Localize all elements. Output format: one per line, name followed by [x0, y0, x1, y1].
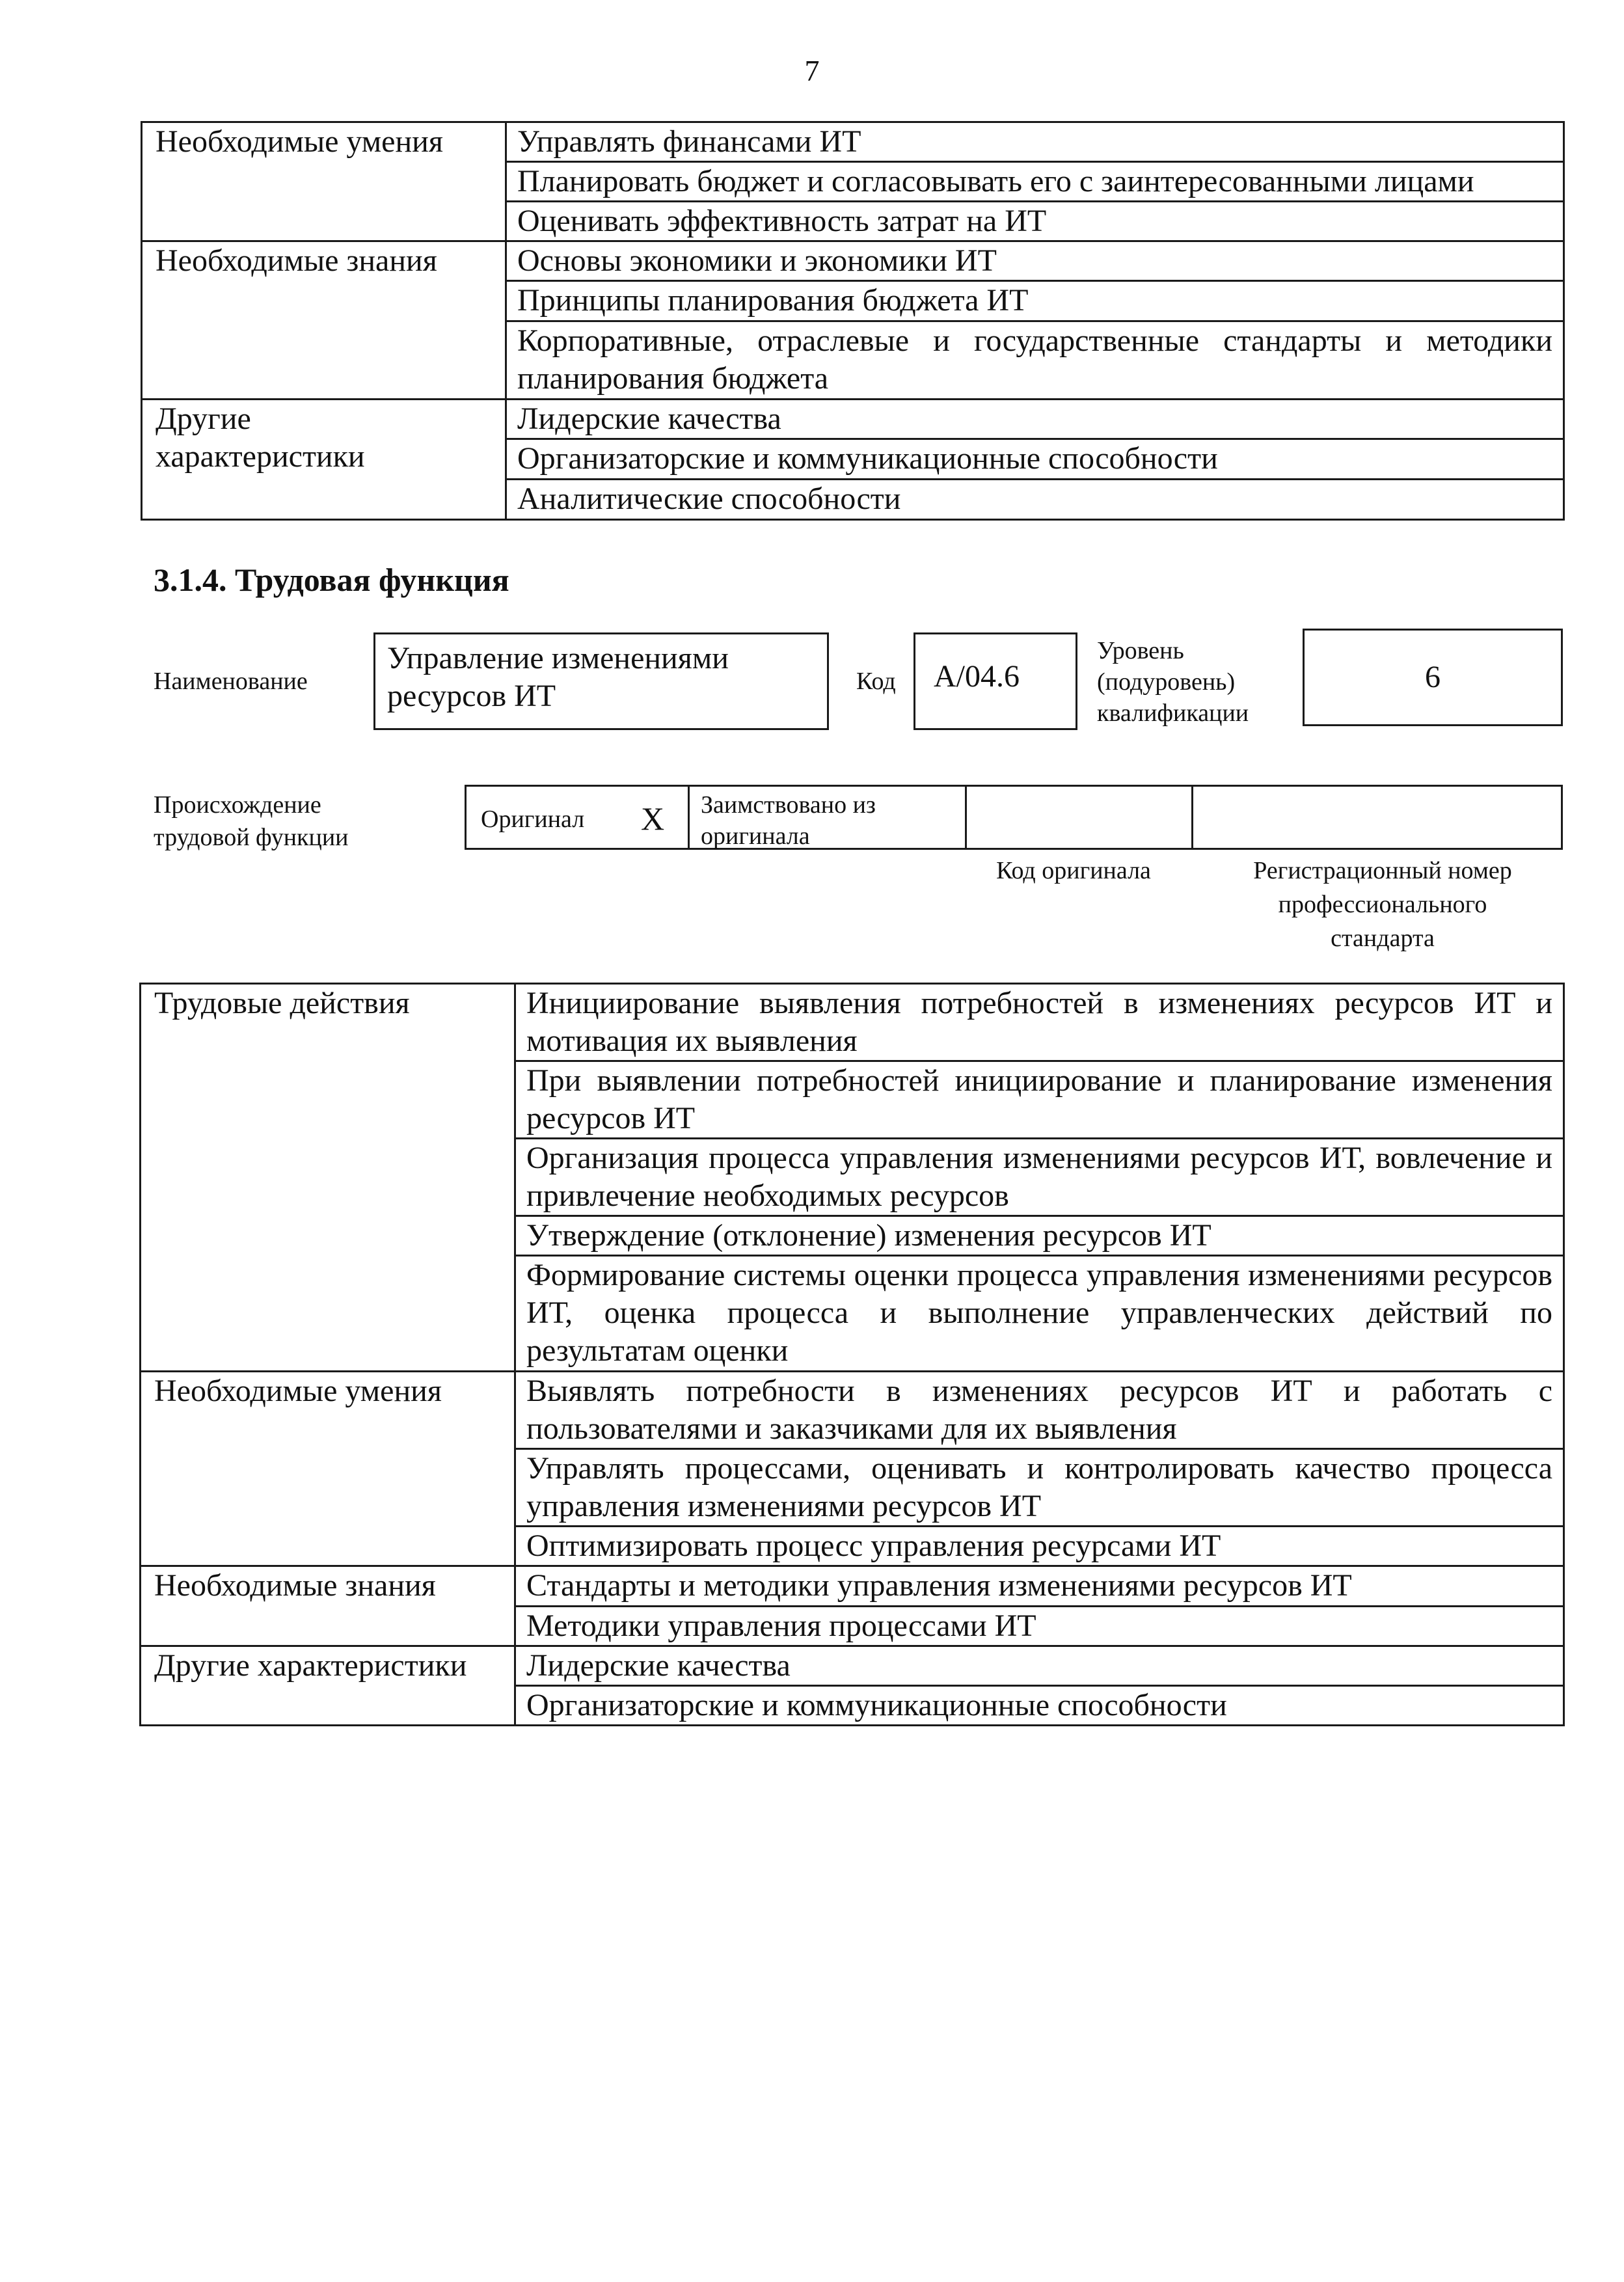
list-item: Утверждение (отклонение) изменения ресурсов ИТ: [515, 1216, 1564, 1256]
borrowed-label: Заимствовано из оригинала: [701, 791, 876, 850]
divider: [1191, 785, 1193, 850]
table-row: [141, 984, 1564, 1061]
list-item: Оптимизировать процесс управления ресурсами ИТ: [515, 1527, 1564, 1566]
section-number: 3.1.4.: [154, 562, 227, 598]
divider: [965, 785, 967, 850]
skills-table-top: [141, 121, 1565, 521]
name-value: Управление изменениями ресурсов ИТ: [387, 641, 729, 713]
row-label-skills: Необходимые умения: [142, 122, 506, 241]
table-row: [142, 400, 1564, 439]
divider: [688, 785, 690, 850]
name-label: Наименование: [154, 668, 308, 695]
code-value-box: [914, 632, 1077, 730]
table-row: [141, 1646, 1564, 1686]
list-item: Инициирование выявления потребностей в изменениях ресурсов ИТ и мотивация их выявления: [515, 984, 1564, 1061]
level-value: 6: [1425, 660, 1441, 694]
code-value: A/04.6: [934, 659, 1020, 694]
level-value-box: [1303, 629, 1563, 726]
list-item: Организация процесса управления изменениями ресурсов ИТ, вовлечение и привлечение необходимых ресурсов: [515, 1139, 1564, 1216]
row-label-knowledge: Необходимые знания: [141, 1566, 515, 1646]
code-original-caption: Код оригинала: [996, 857, 1151, 884]
list-item: Корпоративные, отраслевые и государственные стандарты и методики планирования бюджета: [506, 321, 1564, 400]
list-item: Лидерские качества: [506, 400, 1564, 439]
list-item: Планировать бюджет и согласовывать его с заинтересованными лицами: [506, 162, 1564, 202]
list-item: Управлять финансами ИТ: [506, 122, 1564, 162]
list-item: Методики управления процессами ИТ: [515, 1607, 1564, 1646]
table-row: [141, 1566, 1564, 1607]
original-label: Оригинал: [481, 806, 585, 833]
section-heading: [154, 561, 509, 599]
table-row: [142, 241, 1564, 281]
list-item: Управлять процессами, оценивать и контролировать качество процесса управления изменениями ресурсов ИТ: [515, 1449, 1564, 1527]
original-mark: X: [641, 800, 665, 837]
list-item: Организаторские и коммуникационные способности: [515, 1686, 1564, 1726]
table-row: [141, 1372, 1564, 1449]
list-item: При выявлении потребностей инициирование и планирование изменения ресурсов ИТ: [515, 1061, 1564, 1139]
name-value-box: [373, 632, 829, 730]
origin-label: Происхождение трудовой функции: [154, 791, 349, 851]
level-label: Уровень (подуровень) квалификации: [1097, 637, 1249, 727]
list-item: Основы экономики и экономики ИТ: [506, 241, 1564, 281]
section-title: Трудовая функция: [235, 562, 509, 598]
row-label-knowledge: Необходимые знания: [142, 241, 506, 400]
list-item: Оценивать эффективность затрат на ИТ: [506, 202, 1564, 241]
code-label: Код: [856, 668, 896, 695]
table-row: [142, 122, 1564, 162]
row-label-other: Другие характеристики: [141, 1646, 515, 1726]
reg-number-caption: Регистрационный номер профессионального стандарта: [1253, 857, 1512, 952]
list-item: Выявлять потребности в изменениях ресурсов ИТ и работать с пользователями и заказчиками для их выявления: [515, 1372, 1564, 1449]
page-number: 7: [804, 54, 820, 87]
list-item: Лидерские качества: [515, 1646, 1564, 1686]
list-item: Стандарты и методики управления изменениями ресурсов ИТ: [515, 1566, 1564, 1607]
row-label-actions: Трудовые действия: [141, 984, 515, 1372]
list-item: Организаторские и коммуникационные способности: [506, 439, 1564, 480]
row-label-skills: Необходимые умения: [141, 1372, 515, 1566]
labor-function-table: [139, 983, 1565, 1726]
list-item: Формирование системы оценки процесса управления изменениями ресурсов ИТ, оценка процесса и выполнение управленческих действий по результатам оценки: [515, 1256, 1564, 1372]
list-item: Аналитические способности: [506, 480, 1564, 520]
origin-box: [465, 785, 1563, 850]
row-label-other: Другие характеристики: [142, 400, 506, 520]
list-item: Принципы планирования бюджета ИТ: [506, 281, 1564, 321]
